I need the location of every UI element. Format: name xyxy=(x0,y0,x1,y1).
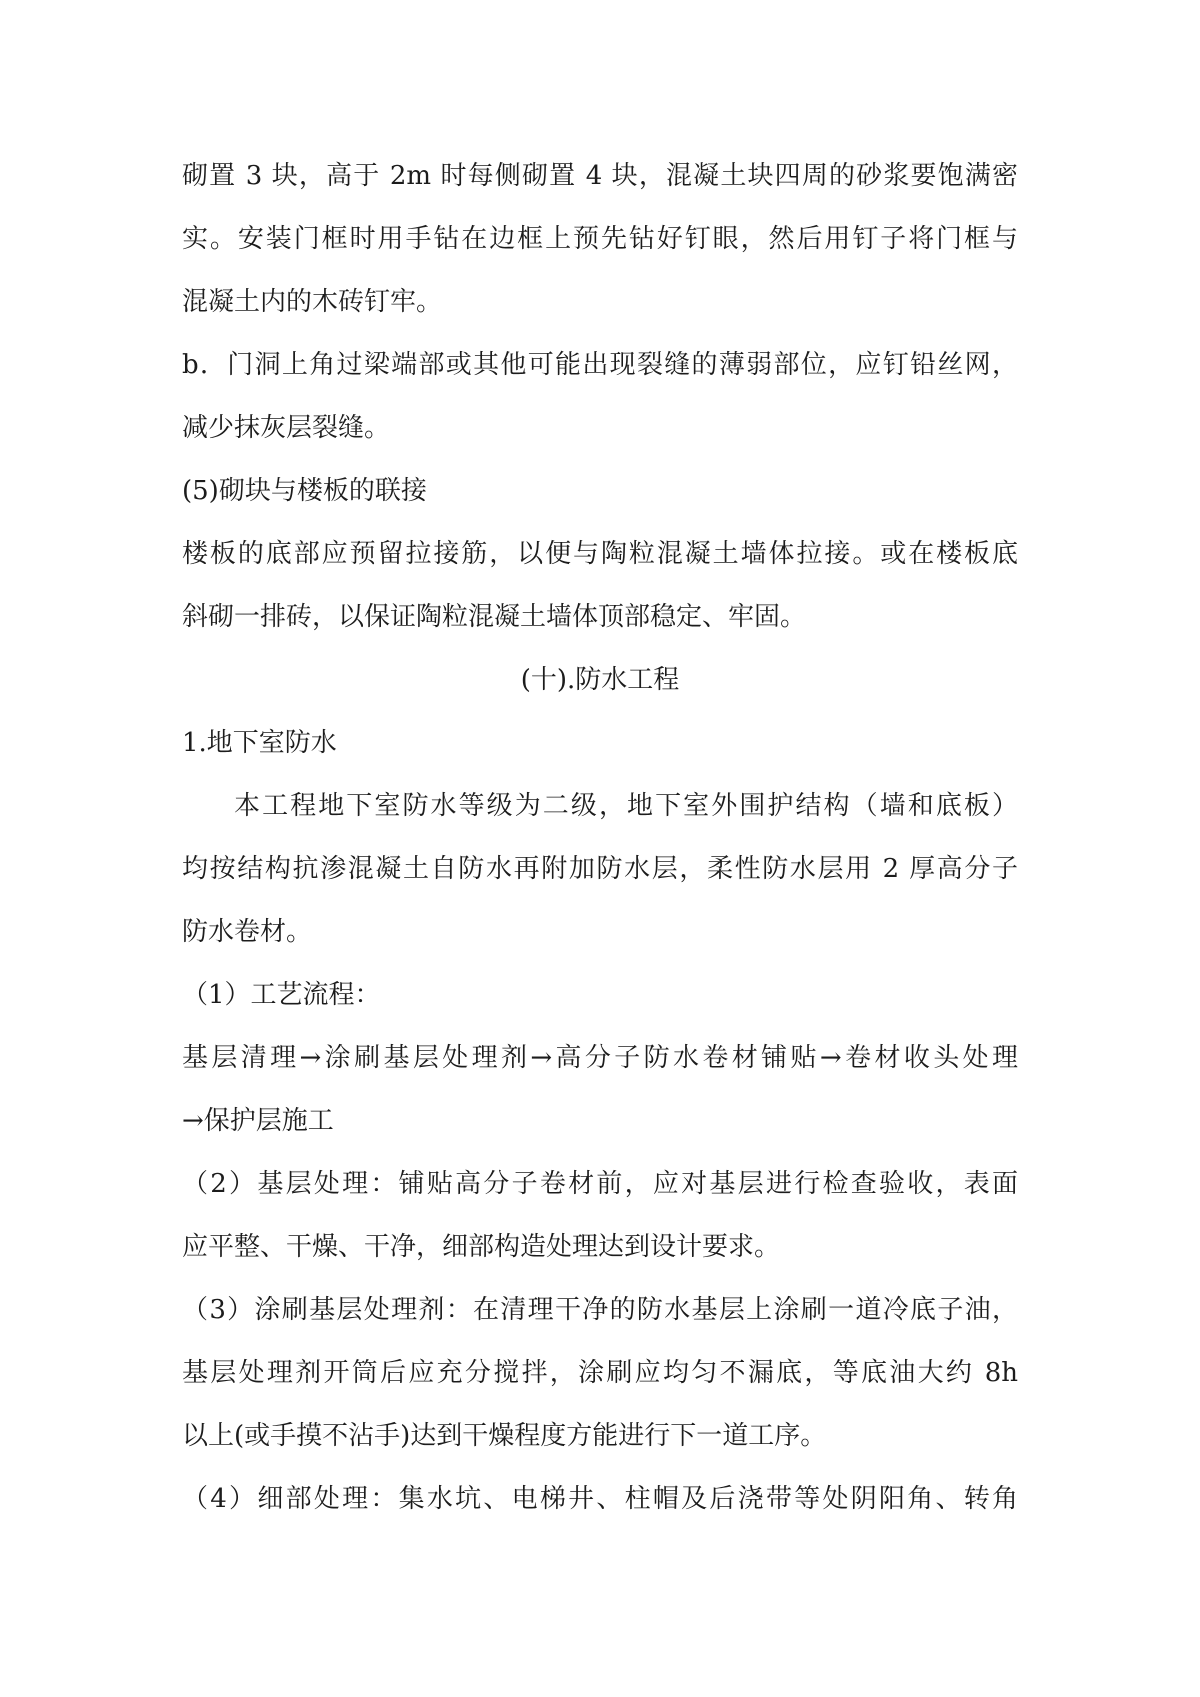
paragraph-line: 减少抹灰层裂缝。 xyxy=(182,413,391,443)
paragraph-line: 均按结构抗渗混凝土自防水再附加防水层，柔性防水层用 2 厚高分子 xyxy=(182,854,1018,884)
paragraph-line: 应平整、干燥、干净，细部构造处理达到设计要求。 xyxy=(182,1232,781,1262)
list-item-heading: （1）工艺流程： xyxy=(182,980,381,1010)
process-flow-line: →保护层施工 xyxy=(182,1106,334,1136)
paragraph-line: b．门洞上角过梁端部或其他可能出现裂缝的薄弱部位，应钉铅丝网， xyxy=(182,350,1018,380)
paragraph-line: （3）涂刷基层处理剂：在清理干净的防水基层上涂刷一道冷底子油， xyxy=(182,1295,1018,1325)
paragraph-line: 实。安装门框时用手钻在边框上预先钻好钉眼，然后用钉子将门框与 xyxy=(182,224,1018,254)
paragraph-line: 砌置 3 块，高于 2m 时每侧砌置 4 块，混凝土块四周的砂浆要饱满密 xyxy=(182,161,1018,191)
paragraph-line: 以上(或手摸不沾手)达到干燥程度方能进行下一道工序。 xyxy=(182,1421,827,1451)
paragraph-line: 防水卷材。 xyxy=(182,917,313,947)
document-body xyxy=(182,145,1018,1531)
subsection-heading: 1.地下室防水 xyxy=(182,728,337,758)
paragraph-line: （2）基层处理：铺贴高分子卷材前，应对基层进行检查验收，表面 xyxy=(182,1169,1018,1199)
paragraph-line: （4）细部处理：集水坑、电梯井、柱帽及后浇带等处阴阳角、转角 xyxy=(182,1484,1018,1514)
paragraph-line: 斜砌一排砖，以保证陶粒混凝土墙体顶部稳定、牢固。 xyxy=(182,602,807,632)
paragraph-line: 本工程地下室防水等级为二级，地下室外围护结构（墙和底板） xyxy=(234,791,1018,821)
process-flow-line: 基层清理→涂刷基层处理剂→高分子防水卷材铺贴→卷材收头处理 xyxy=(182,1043,1018,1073)
paragraph-line: 混凝土内的木砖钉牢。 xyxy=(182,287,443,317)
paragraph-line: 基层处理剂开筒后应充分搅拌，涂刷应均匀不漏底，等底油大约 8h xyxy=(182,1358,1018,1388)
section-heading: (十).防水工程 xyxy=(520,665,680,695)
paragraph-line: 楼板的底部应预留拉接筋，以便与陶粒混凝土墙体拉接。或在楼板底 xyxy=(182,539,1018,569)
subsection-heading: (5)砌块与楼板的联接 xyxy=(182,476,427,506)
